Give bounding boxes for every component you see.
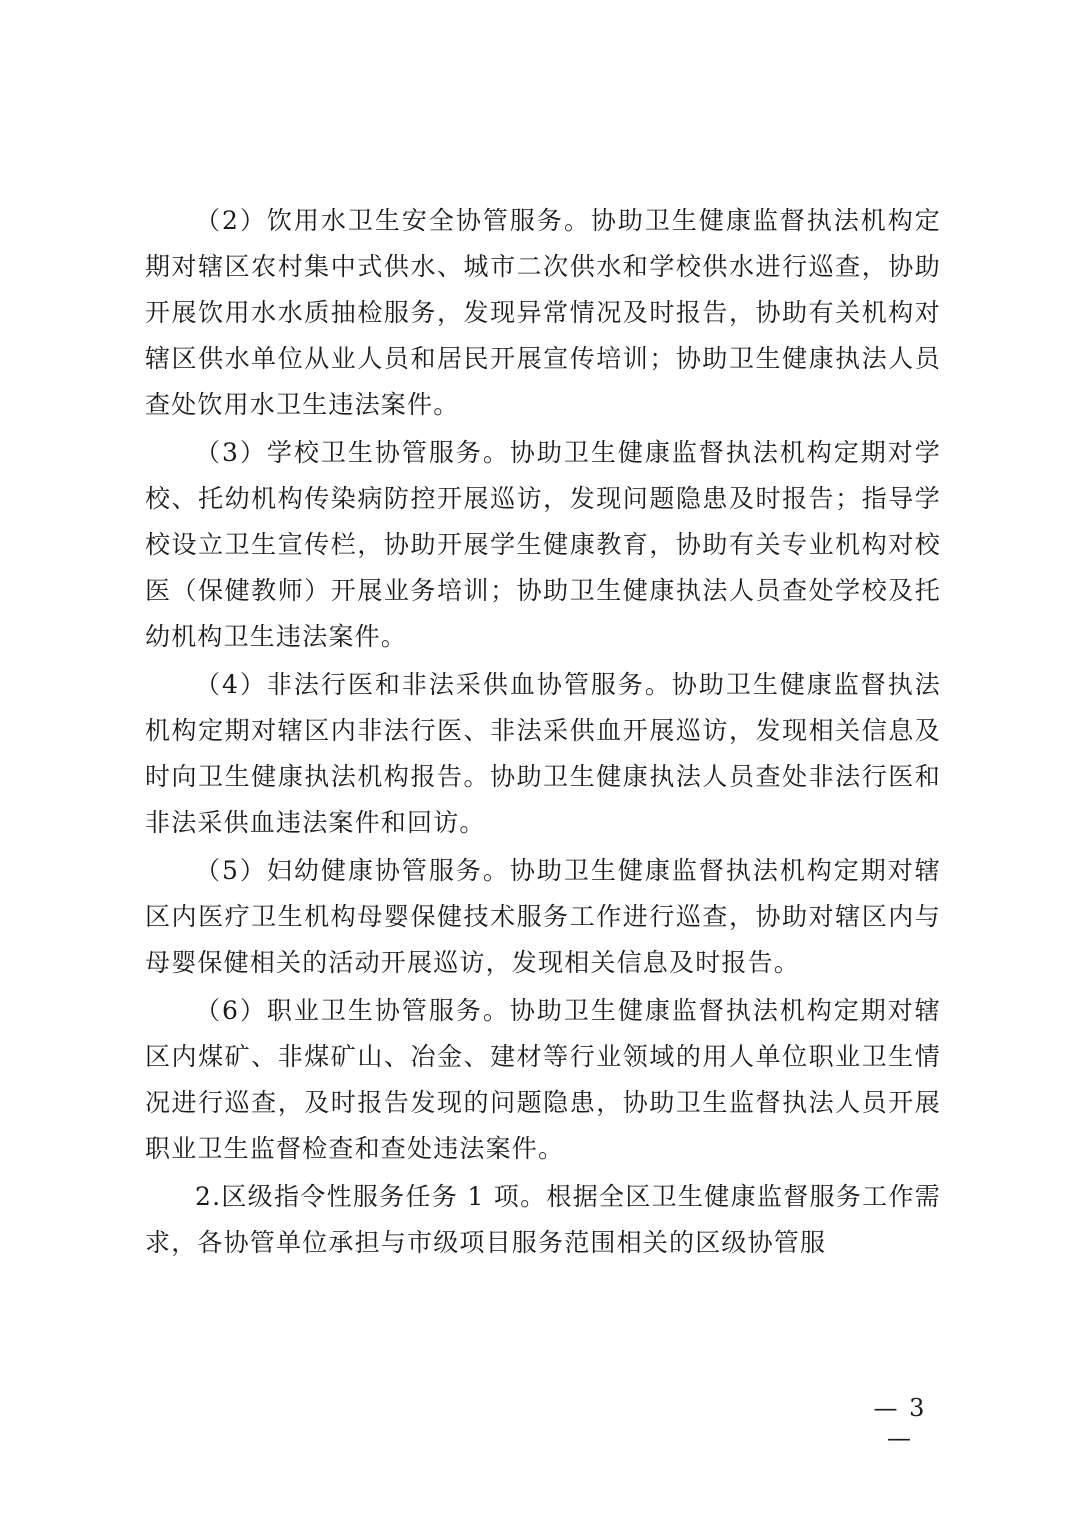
paragraph-occupational-health: （6）职业卫生协管服务。协助卫生健康监督执法机构定期对辖区内煤矿、非煤矿山、冶金、建材等行业领域的用人单位职业卫生情况进行巡查，及时报告发现的问题隐患，协助卫生监督执法人员开展职业卫生监督检查和查处违法案件。 <box>145 996 941 1163</box>
paragraph-district-task: 2.区级指令性服务任务 1 项。根据全区卫生健康监督服务工作需求，各协管单位承担与市级项目服务范围相关的区级协管服 <box>145 1182 941 1257</box>
paragraph-illegal-practice: （4）非法行医和非法采供血协管服务。协助卫生健康监督执法机构定期对辖区内非法行医、非法采供血开展巡访，发现相关信息及时向卫生健康执法机构报告。协助卫生健康执法人员查处非法行医和非法采供血违法案件和回访。 <box>145 670 941 837</box>
page-number: — 3 — <box>873 1394 927 1452</box>
paragraph-drinking-water: （2）饮用水卫生安全协管服务。协助卫生健康监督执法机构定期对辖区农村集中式供水、城市二次供水和学校供水进行巡查，协助开展饮用水水质抽检服务，发现异常情况及时报告，协助有关机构对辖区供水单位从业人员和居民开展宣传培训；协助卫生健康执法人员查处饮用水卫生违法案件。 <box>145 206 941 419</box>
document-body <box>145 198 941 1266</box>
paragraph-school-health: （3）学校卫生协管服务。协助卫生健康监督执法机构定期对学校、托幼机构传染病防控开展巡访，发现问题隐患及时报告；指导学校设立卫生宣传栏，协助开展学生健康教育，协助有关专业机构对校医（保健教师）开展业务培训；协助卫生健康执法人员查处学校及托幼机构卫生违法案件。 <box>145 438 941 651</box>
paragraph-maternal-child: （5）妇幼健康协管服务。协助卫生健康监督执法机构定期对辖区内医疗卫生机构母婴保健技术服务工作进行巡查，协助对辖区内与母婴保健相关的活动开展巡访，发现相关信息及时报告。 <box>145 856 941 977</box>
